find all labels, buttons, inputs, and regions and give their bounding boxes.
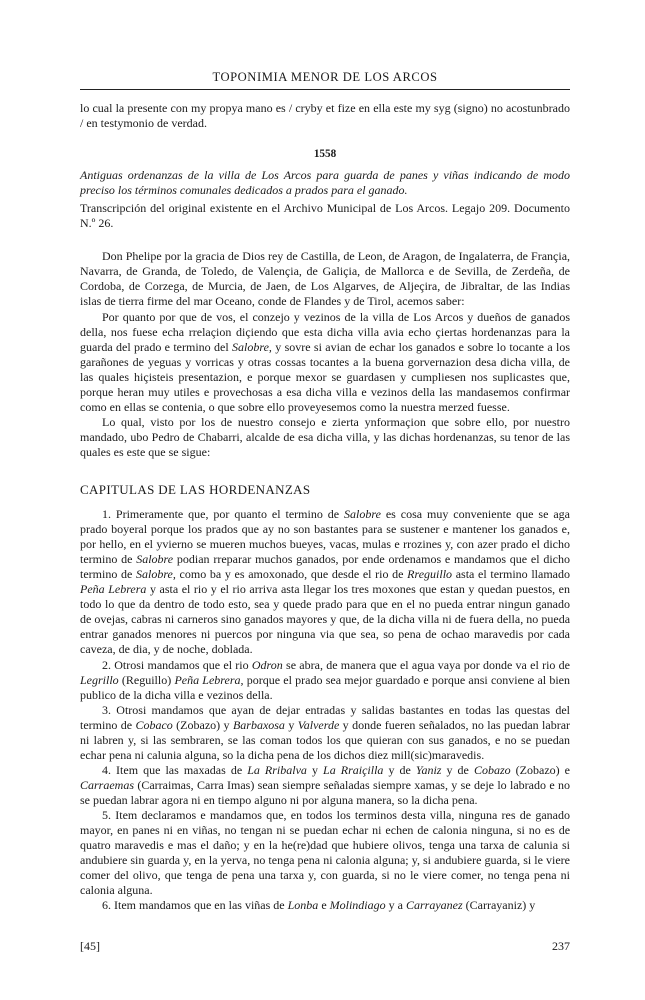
ordinance-item: 5. Item declaramos e mandamos que, en todos los terminos desta villa, ninguna res de ganado mayor, en panes ni en viñas, no tengan ni se puedan echar ni echen de calonia ninguna, si no es de quatro maravedis e mas el daño; y en la he(re)dad que hubiere olivos, tenga una tarxa de calunia si andubiere sin guarda y, en la yerva, no tenga pena ni calonia alguna; y, si andubiere guarda, si le viere comer del olivo, que tenga de pena una tarxa y, con guarda, si no le viere comer, no tenga pena ni calonia alguna. xyxy=(80,807,571,898)
body-text xyxy=(80,101,570,913)
page-number: 237 xyxy=(552,939,570,953)
paragraph: Don Phelipe por la gracia de Dios rey de Castilla, de Leon, de Aragon, de Ingalaterra, de Françia, Navarra, de Granda, de Toledo, de Valençia, de Galiçia, de Mallorca e de Sevilla, de Zerdeña, de Cordoba, de Corzega, de Murcia, de Jaen, de Los Algarves, de Aljeçira, de Jibraltar, de las Indias islas de tierra firme del mar Oceano, conde de Flandes y de Tirol, acemos saber: xyxy=(80,249,571,309)
header-rule xyxy=(80,89,570,90)
ordinance-item: 2. Otrosi mandamos que el rio Odron se abra, de manera que el agua vaya por donde va el rio de Legrillo (Reguillo) Peña Lebrera, porque el prado sea mejor guardado e porque ansi conviene al bien publico de la dicha villa e vezinos della. xyxy=(80,657,570,702)
ordinance-item: 1. Primeramente que, por quanto el termino de Salobre es cosa muy conveniente que se aga prado boyeral porque los prados que ay no son bastantes para se sustener e mantener los ganados e, por hello, en el yvierno se mueren muchos bueyes, vacas, mulas e rrozines y, con azer prado el dicho termino de Salobre podian rreparar muchos ganados, por ende ordenamos e mandamos que el dicho termino de Salobre, como ba y es amoxonado, que desde el rio de Rreguillo asta el termino llamado Peña Lebrera y asta el rio y el rio arriva asta llegar los tres moxones que estan y quedan puestos, en todo lo que da dentro de todo esto, sea y quede prado para que en el no pueda entrar ningun ganado de ovejas, cabras ni carneros sino ganados mayores y que, de la dicha villa ni de fuera della, no pueda entrar ganados menores ni puercos por ninguna via que sea, so pena de ochao maravedis por cada caveza, de dia, y de noche, doblada. xyxy=(80,507,571,657)
ordinance-item: 3. Otrosi mandamos que ayan de dejar entradas y salidas bastantes en todas las questas del termino de Cobaco (Zobazo) y Barbaxosa y Valverde y donde fueren señalados, no las puedan labrar ni labren y, si las sembraren, se las coman todos los que quieran con sus ganados, e no se puedan echar pena ni calunia alguna, so la dicha pena de los dichos diez mill(sic)maravedis. xyxy=(80,702,571,762)
paragraph: Lo qual, visto por los de nuestro consejo e zierta ynformaçion que sobre ello, por nuestro mandado, ubo Pedro de Chabarri, alcalde de esa dicha villa, y las dichas hordenanzas, su tenor de las quales es este que se sigue: xyxy=(80,414,570,459)
document-title: Antiguas ordenanzas de la villa de Los Arcos para guarda de panes y viñas indicando de modo preciso los términos comunales dedicados a prados para el ganado. xyxy=(80,168,570,198)
running-head: TOPONIMIA MENOR DE LOS ARCOS xyxy=(212,70,438,84)
previous-document-ending: lo cual la presente con my propya mano es / cryby et fize en ella este my syg (signo) no acostunbrado / en testymonio de verdad. xyxy=(80,101,570,131)
ordinance-item: 4. Item que las maxadas de La Rribalva y La Rraiçilla y de Yaniz y de Cobazo (Zobazo) e Carraemas (Carraimas, Carra Imas) sean siempre señaladas siempre xamas, y se deje lo labrado e no se puedan labrar agora ni en tiempo alguno ni por alguna manera, so la dicha pena. xyxy=(80,762,571,807)
ordinance-item: 6. Item mandamos que en las viñas de Lonba e Molindiago y a Carrayanez (Carrayaniz) y xyxy=(102,898,536,913)
document-year: 1558 xyxy=(313,148,337,161)
section-heading: CAPITULAS DE LAS HORDENANZAS xyxy=(80,481,311,497)
paragraph: Por quanto por que de vos, el conzejo y vezinos de la villa de Los Arcos y dueños de ganados della, nos fuese echa rrelaçion diçiendo que esta dicha villa avia echo çiertas hordenanzas para la guarda del prado e termino del Salobre, y sovre si avian de echar los ganados e sobre lo tocante a los garañones de yeguas y vorricas y otras cossas tocantes a la buena gorvernazion desa dicha villa, de las quales hiçisteis presentazion, e porque mexor se guardasen y cumpliesen nos suplicastes que, porque heran muy utiles e provechosas a esa dicha villa e vezinos della las mandasemos confirmar como en ellas se contenia, o que sobre ello proveyesemos como la nuestra merzed fuesse. xyxy=(80,309,571,414)
folio-left: [45] xyxy=(80,939,100,953)
document-source: Transcripción del original existente en el Archivo Municipal de Los Arcos. Legajo 209. Documento N.º 26. xyxy=(80,201,570,231)
document-page xyxy=(80,0,570,1000)
